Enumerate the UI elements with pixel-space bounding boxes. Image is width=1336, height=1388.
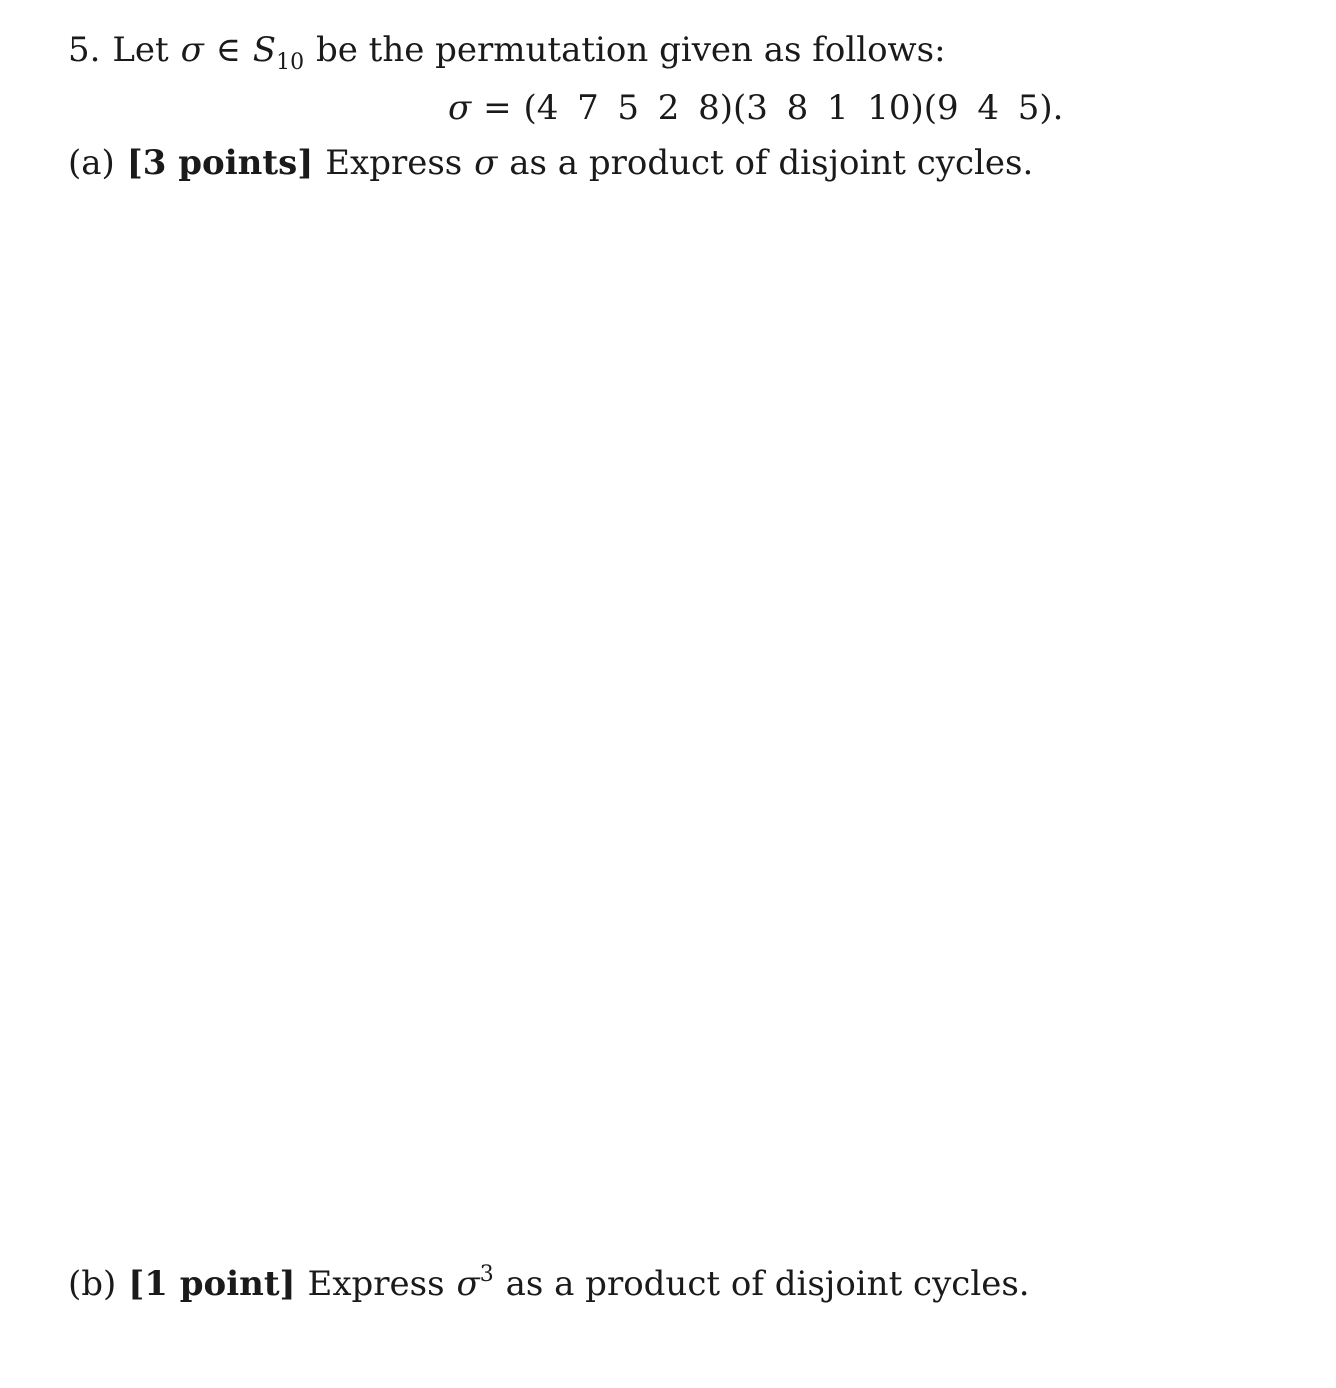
part-a-text-before: Express bbox=[325, 143, 463, 183]
problem-number: 5. bbox=[68, 30, 101, 70]
equation-terminator: . bbox=[1052, 88, 1064, 128]
cycle-2: (3 8 1 10) bbox=[732, 88, 924, 128]
cycle-entry: 9 bbox=[937, 88, 959, 128]
cycle-entry: 4 bbox=[536, 88, 559, 128]
cycle-entry: 10 bbox=[867, 88, 911, 128]
group-subscript: 10 bbox=[276, 50, 305, 75]
cycle-entry: 7 bbox=[577, 88, 599, 128]
equals-sign: = bbox=[483, 88, 512, 128]
cycle-entry: 2 bbox=[657, 88, 680, 128]
part-b-points: [1 point] bbox=[128, 1264, 296, 1304]
part-a-label: (a) bbox=[68, 143, 115, 183]
part-b-text-after: as a product of disjoint cycles. bbox=[505, 1264, 1030, 1304]
element-of-symbol: ∈ bbox=[215, 30, 241, 70]
cycle-entry: 8 bbox=[698, 88, 720, 128]
part-a bbox=[68, 143, 1033, 183]
intro-let: Let bbox=[112, 30, 169, 70]
part-b bbox=[68, 1264, 1030, 1309]
cycle-entry: 8 bbox=[786, 88, 809, 128]
part-b-text-before: Express bbox=[307, 1264, 445, 1304]
part-b-exponent: 3 bbox=[479, 1262, 494, 1287]
part-a-points: [3 points] bbox=[126, 143, 314, 183]
cycle-entry: 4 bbox=[977, 88, 999, 128]
equation-lhs: σ bbox=[448, 88, 472, 128]
sigma-symbol: σ bbox=[180, 30, 204, 70]
cycle-entry: 5 bbox=[1017, 88, 1040, 128]
cycle-1: (4 7 5 2 8) bbox=[523, 88, 733, 128]
cycle-3: (9 4 5) bbox=[923, 88, 1053, 128]
cycle-entry: 1 bbox=[826, 88, 849, 128]
part-a-sigma: σ bbox=[474, 143, 498, 183]
cycle-entry: 3 bbox=[746, 88, 768, 128]
part-a-text-after: as a product of disjoint cycles. bbox=[509, 143, 1034, 183]
problem-intro bbox=[68, 30, 946, 75]
intro-rest: be the permutation given as follows: bbox=[315, 30, 946, 70]
cycle-entry: 5 bbox=[617, 88, 640, 128]
part-b-sigma: σ bbox=[456, 1264, 480, 1304]
group-symbol: S bbox=[252, 30, 277, 70]
permutation-equation bbox=[448, 88, 1063, 128]
part-b-label: (b) bbox=[68, 1264, 117, 1304]
